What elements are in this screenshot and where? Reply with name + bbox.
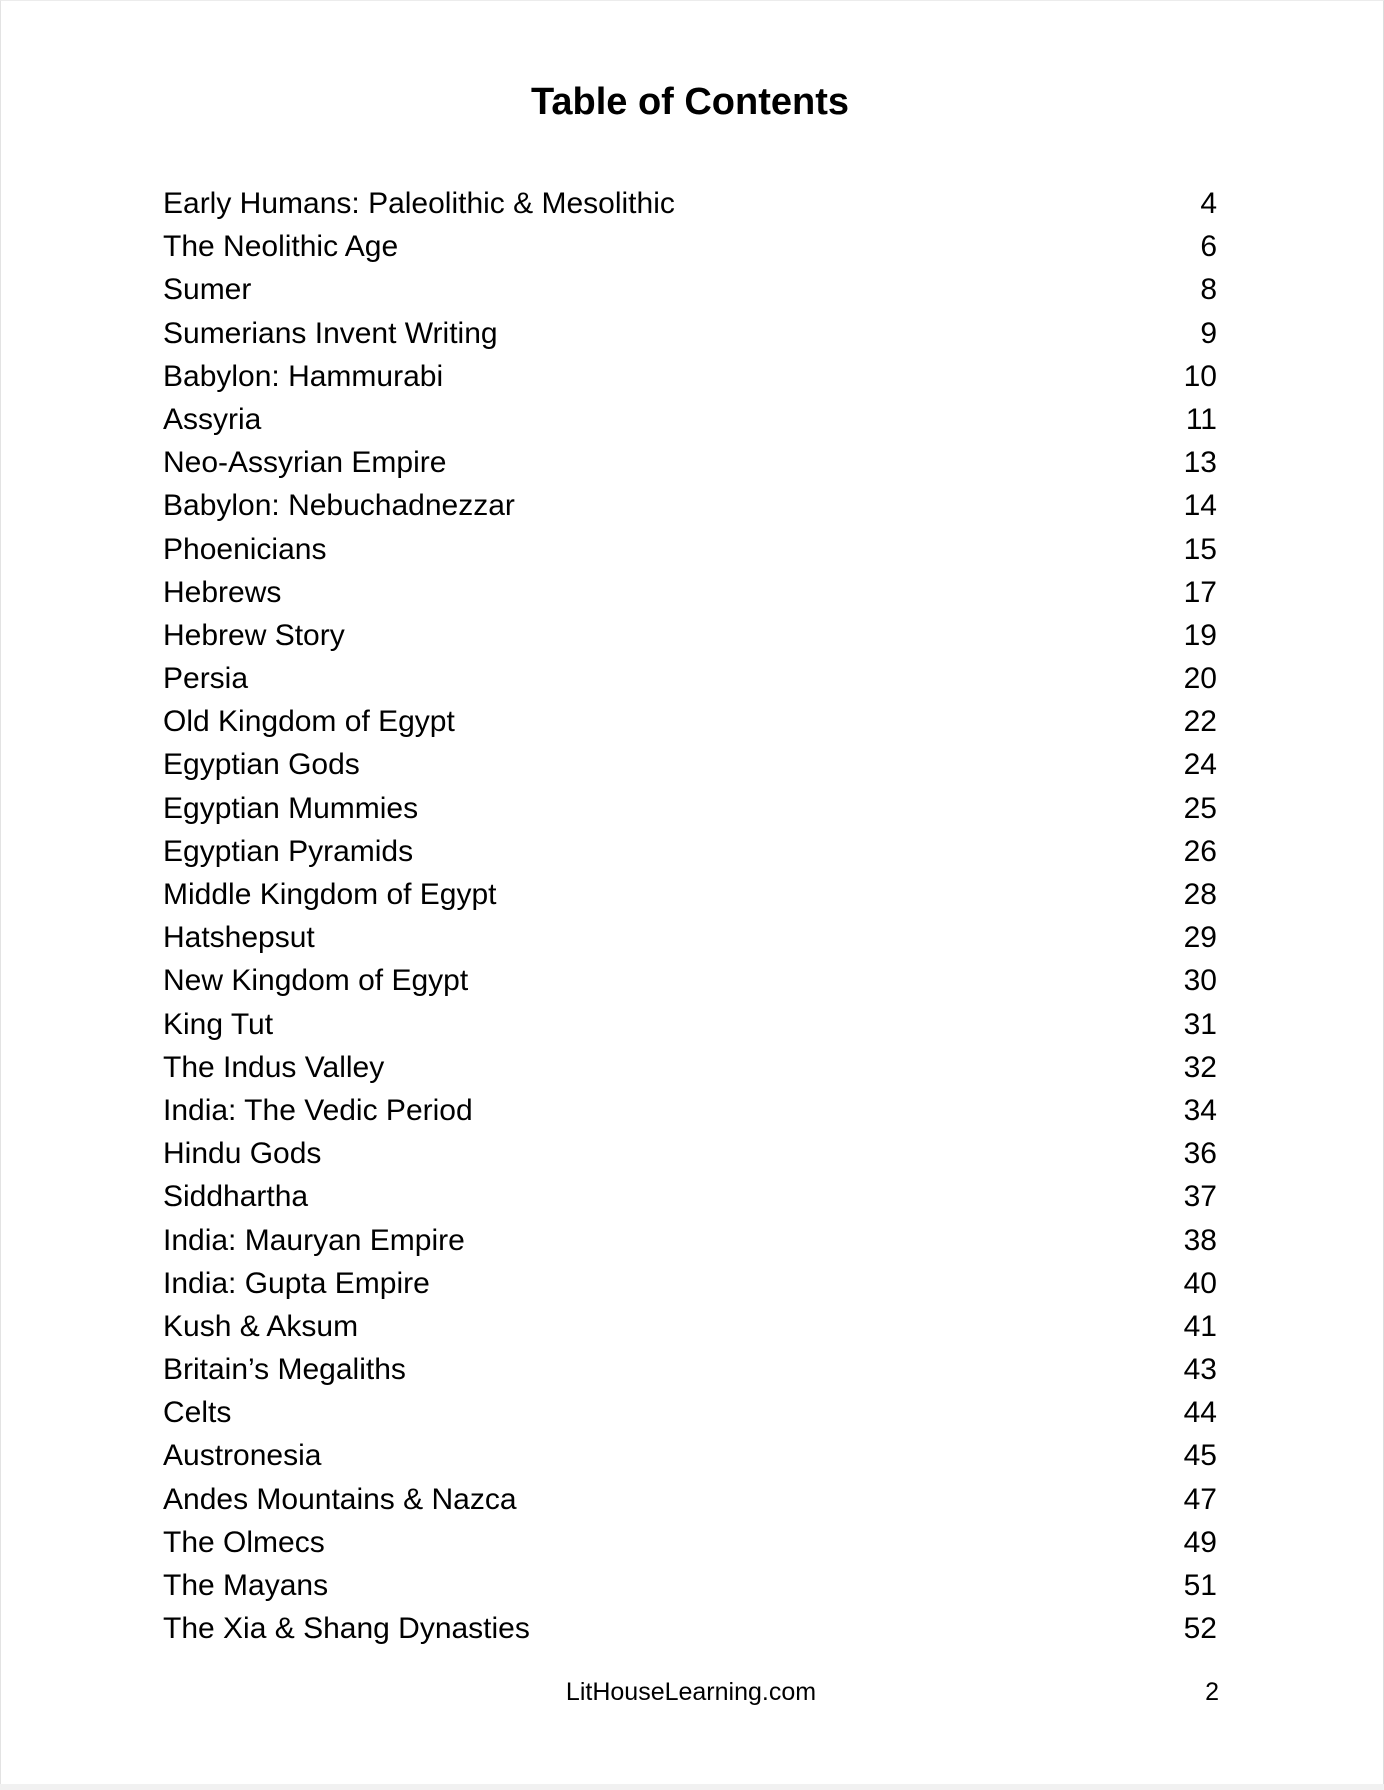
toc-entry-label: The Mayans xyxy=(163,1569,329,1602)
toc-entry-page-number: 41 xyxy=(1183,1309,1217,1343)
toc-entry-page-number: 24 xyxy=(1183,748,1217,782)
page-title: Table of Contents xyxy=(530,81,850,123)
toc-entry-row xyxy=(163,1132,1217,1175)
toc-entry-page-number: 13 xyxy=(1183,446,1217,480)
footer-site-text: LitHouseLearning.com xyxy=(565,1678,817,1706)
toc-entry-row xyxy=(163,1391,1217,1434)
toc-entry-page-number: 26 xyxy=(1183,834,1217,868)
toc-entry-row xyxy=(163,268,1217,311)
toc-entry-page-number: 51 xyxy=(1183,1569,1217,1602)
toc-entry-row xyxy=(163,571,1217,614)
toc-entry-page-number: 45 xyxy=(1183,1439,1217,1473)
toc-entry-page-number: 34 xyxy=(1183,1093,1217,1127)
toc-entry-row xyxy=(163,1262,1217,1305)
toc-entry-row xyxy=(163,1219,1217,1262)
toc-entry-label: Hebrews xyxy=(163,575,282,609)
toc-entry-label: Hatshepsut xyxy=(163,921,315,955)
toc-entry-row xyxy=(163,830,1217,873)
toc-entry-label: Phoenicians xyxy=(163,532,327,566)
toc-entry-label: Neo-Assyrian Empire xyxy=(163,446,447,480)
toc-entry-label: The Xia & Shang Dynasties xyxy=(163,1612,530,1646)
toc-entry-label: Celts xyxy=(163,1396,232,1430)
toc-entry-row xyxy=(163,787,1217,830)
toc-entry-label: The Olmecs xyxy=(163,1525,325,1559)
toc-entry-row xyxy=(163,1348,1217,1391)
toc-entry-label: India: Gupta Empire xyxy=(163,1266,430,1300)
toc-entry-page-number: 52 xyxy=(1183,1612,1217,1646)
toc-entry-label: Hindu Gods xyxy=(163,1137,322,1171)
toc-entry-page-number: 28 xyxy=(1183,878,1217,911)
toc-entry-row xyxy=(163,1607,1217,1650)
toc-entry-page-number: 43 xyxy=(1183,1353,1217,1387)
toc-entry-label: Kush & Aksum xyxy=(163,1309,359,1343)
table-of-contents xyxy=(163,182,1217,1650)
toc-entry-page-number: 36 xyxy=(1183,1137,1217,1171)
toc-entry-label: Old Kingdom of Egypt xyxy=(163,705,455,739)
toc-entry-page-number: 14 xyxy=(1183,489,1217,523)
toc-entry-row xyxy=(163,1434,1217,1477)
toc-entry-label: Sumerians Invent Writing xyxy=(163,316,498,350)
toc-entry-row xyxy=(163,873,1217,916)
toc-entry-label: The Neolithic Age xyxy=(163,230,399,264)
toc-entry-page-number: 38 xyxy=(1183,1223,1217,1257)
page-content xyxy=(1,76,1383,1650)
toc-entry-row xyxy=(163,743,1217,786)
toc-entry-label: The Indus Valley xyxy=(163,1050,385,1084)
toc-entry-page-number: 4 xyxy=(1200,187,1217,220)
toc-entry-page-number: 49 xyxy=(1183,1525,1217,1559)
toc-entry-row xyxy=(163,441,1217,484)
toc-entry-label: Austronesia xyxy=(163,1439,322,1473)
toc-entry-page-number: 19 xyxy=(1183,618,1217,652)
toc-entry-page-number: 20 xyxy=(1183,662,1217,696)
toc-entry-label: India: Mauryan Empire xyxy=(163,1223,465,1257)
toc-entry-label: Siddhartha xyxy=(163,1180,309,1214)
toc-entry-page-number: 44 xyxy=(1183,1396,1217,1430)
toc-entry-label: Andes Mountains & Nazca xyxy=(163,1482,517,1516)
footer-page-number: 2 xyxy=(1205,1678,1219,1706)
toc-entry-page-number: 6 xyxy=(1200,230,1217,264)
toc-entry-page-number: 10 xyxy=(1183,359,1217,393)
toc-entry-row xyxy=(163,398,1217,441)
toc-entry-row xyxy=(163,484,1217,527)
toc-entry-row xyxy=(163,1003,1217,1046)
toc-entry-row xyxy=(163,1478,1217,1521)
toc-entry-row xyxy=(163,1175,1217,1218)
toc-entry-label: India: The Vedic Period xyxy=(163,1093,473,1127)
toc-entry-row xyxy=(163,312,1217,355)
toc-entry-label: Babylon: Nebuchadnezzar xyxy=(163,489,515,523)
toc-entry-row xyxy=(163,1521,1217,1564)
toc-entry-label: Early Humans: Paleolithic & Mesolithic xyxy=(163,187,675,220)
toc-entry-label: Hebrew Story xyxy=(163,618,345,652)
toc-entry-page-number: 8 xyxy=(1200,273,1217,307)
toc-entry-label: Egyptian Pyramids xyxy=(163,834,414,868)
toc-entry-row xyxy=(163,1305,1217,1348)
toc-entry-row xyxy=(163,657,1217,700)
toc-entry-row xyxy=(163,614,1217,657)
toc-entry-label: Britain’s Megaliths xyxy=(163,1353,406,1387)
toc-entry-row xyxy=(163,1046,1217,1089)
toc-entry-label: Sumer xyxy=(163,273,252,307)
toc-entry-page-number: 47 xyxy=(1183,1482,1217,1516)
toc-entry-page-number: 40 xyxy=(1183,1266,1217,1300)
toc-entry-page-number: 9 xyxy=(1200,316,1217,350)
toc-entry-row xyxy=(163,355,1217,398)
toc-entry-page-number: 17 xyxy=(1183,575,1217,609)
toc-entry-row xyxy=(163,916,1217,959)
toc-entry-page-number: 15 xyxy=(1183,532,1217,566)
toc-entry-page-number: 31 xyxy=(1183,1007,1217,1041)
toc-entry-label: Persia xyxy=(163,662,249,696)
toc-entry-label: Middle Kingdom of Egypt xyxy=(163,878,497,911)
toc-entry-label: Egyptian Mummies xyxy=(163,791,419,825)
toc-entry-row xyxy=(163,959,1217,1002)
toc-entry-page-number: 29 xyxy=(1183,921,1217,955)
toc-entry-row xyxy=(163,1564,1217,1607)
toc-entry-page-number: 30 xyxy=(1183,964,1217,998)
toc-entry-page-number: 11 xyxy=(1185,402,1217,436)
toc-entry-label: Egyptian Gods xyxy=(163,748,360,782)
toc-entry-row xyxy=(163,182,1217,225)
toc-entry-row xyxy=(163,528,1217,571)
toc-entry-label: King Tut xyxy=(163,1007,274,1041)
toc-entry-row xyxy=(163,225,1217,268)
toc-entry-page-number: 37 xyxy=(1183,1180,1217,1214)
toc-entry-label: New Kingdom of Egypt xyxy=(163,964,469,998)
toc-entry-page-number: 32 xyxy=(1183,1050,1217,1084)
toc-entry-page-number: 22 xyxy=(1183,705,1217,739)
toc-entry-label: Babylon: Hammurabi xyxy=(163,359,444,393)
page-footer xyxy=(163,1675,1219,1710)
toc-entry-page-number: 25 xyxy=(1183,791,1217,825)
toc-entry-row xyxy=(163,700,1217,743)
toc-entry-label: Assyria xyxy=(163,402,262,436)
toc-entry-row xyxy=(163,1089,1217,1132)
